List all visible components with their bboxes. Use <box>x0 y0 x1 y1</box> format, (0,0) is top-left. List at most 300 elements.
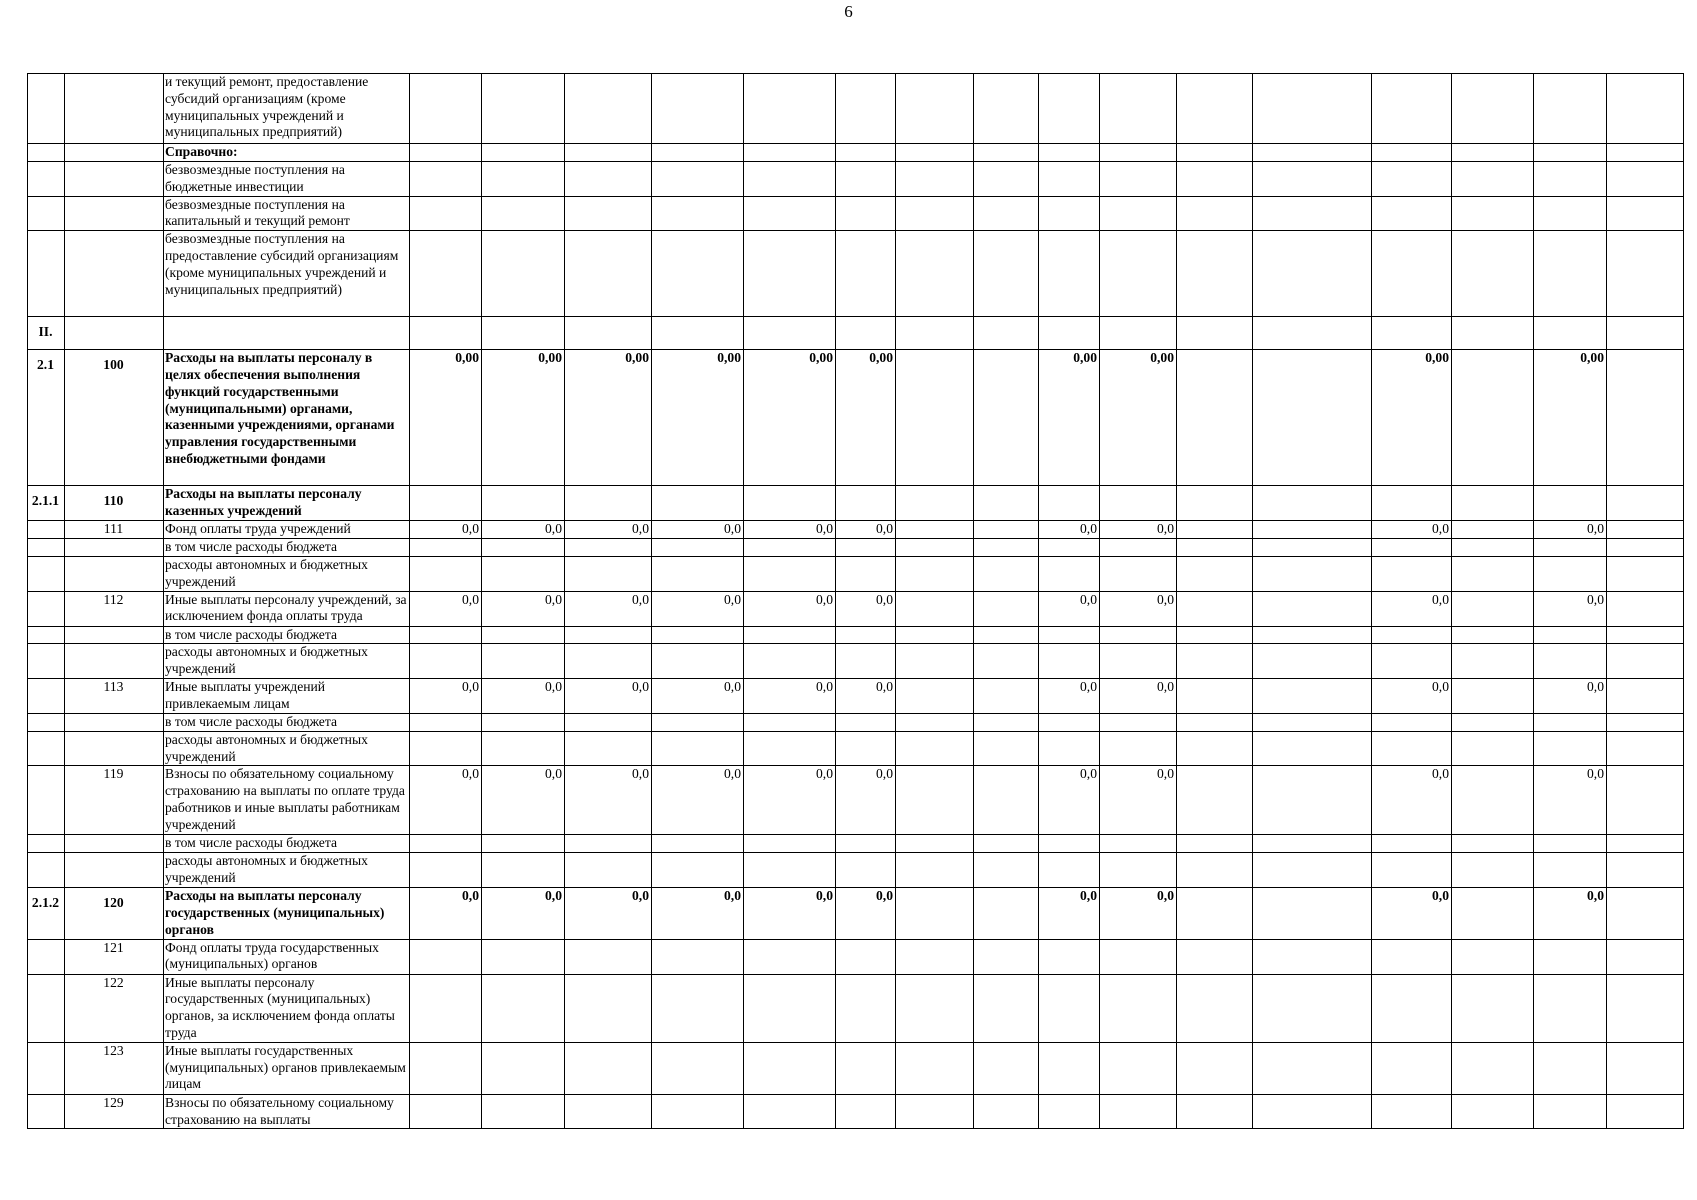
value-cell <box>1452 317 1534 350</box>
expense-name-cell: Расходы на выплаты персоналу в целях обеспечения выполнения функций государственными (муниципальными) органами, казенными учреждениями, органами управления государственными внебюджетными фондами <box>164 350 410 486</box>
value-cell <box>974 350 1039 486</box>
table-row <box>28 939 1684 974</box>
value-cell <box>1253 939 1372 974</box>
value-cell <box>836 626 896 644</box>
value-cell <box>410 626 482 644</box>
value-cell <box>1372 1094 1452 1129</box>
value-cell <box>1177 486 1253 521</box>
value-cell <box>1100 556 1177 591</box>
value-cell: 0,0 <box>1100 766 1177 835</box>
value-cell <box>1372 556 1452 591</box>
value-cell <box>1452 626 1534 644</box>
value-cell <box>1452 939 1534 974</box>
value-cell <box>1534 853 1607 888</box>
value-cell: 0,0 <box>744 521 836 539</box>
table-row <box>28 853 1684 888</box>
value-cell <box>1452 486 1534 521</box>
section-number <box>29 940 62 947</box>
value-cell <box>1039 1042 1100 1094</box>
value-cell <box>1177 939 1253 974</box>
expense-code-cell <box>65 939 164 974</box>
table-row <box>28 731 1684 766</box>
value-cell <box>1177 74 1253 144</box>
expense-name-cell: расходы автономных и бюджетных учреждений <box>164 731 410 766</box>
value-cell <box>974 626 1039 644</box>
value-cell <box>1039 731 1100 766</box>
value-cell <box>652 231 744 317</box>
value-cell: 0,0 <box>482 591 565 626</box>
value-cell <box>744 939 836 974</box>
value-cell <box>410 853 482 888</box>
value-cell <box>1607 196 1684 231</box>
value-cell <box>836 144 896 162</box>
value-cell <box>896 196 974 231</box>
value-cell <box>896 626 974 644</box>
value-cell <box>565 162 652 197</box>
value-cell <box>896 678 974 713</box>
value-cell <box>744 74 836 144</box>
value-cell <box>836 74 896 144</box>
value-cell <box>652 626 744 644</box>
value-cell <box>410 713 482 731</box>
table-row <box>28 486 1684 521</box>
value-cell <box>565 731 652 766</box>
value-cell <box>482 974 565 1042</box>
value-cell <box>482 644 565 679</box>
value-cell <box>1534 1042 1607 1094</box>
expense-name-cell: в том числе расходы бюджета <box>164 539 410 557</box>
value-cell: 0,0 <box>565 888 652 939</box>
value-cell <box>1607 521 1684 539</box>
value-cell <box>896 853 974 888</box>
value-cell <box>1607 644 1684 679</box>
table-row <box>28 888 1684 939</box>
section-number <box>29 1043 62 1050</box>
value-cell <box>482 486 565 521</box>
value-cell <box>1534 539 1607 557</box>
value-cell <box>652 713 744 731</box>
value-cell <box>1607 626 1684 644</box>
value-cell <box>744 626 836 644</box>
expense-code: 123 <box>103 1042 124 1058</box>
value-cell <box>1452 144 1534 162</box>
value-cell: 0,0 <box>482 888 565 939</box>
value-cell <box>1177 521 1253 539</box>
section-number <box>29 74 62 81</box>
section-number <box>29 231 62 238</box>
value-cell <box>1607 591 1684 626</box>
table-row <box>28 196 1684 231</box>
value-cell: 0,0 <box>1372 888 1452 939</box>
expense-code-cell <box>65 486 164 521</box>
value-cell <box>1039 1094 1100 1129</box>
value-cell <box>1534 644 1607 679</box>
value-cell <box>974 539 1039 557</box>
expense-code-cell <box>65 626 164 644</box>
value-cell <box>836 231 896 317</box>
table-row <box>28 835 1684 853</box>
value-cell <box>1253 317 1372 350</box>
value-cell <box>1607 539 1684 557</box>
expense-name-cell: Фонд оплаты труда государственных (муниципальных) органов <box>164 939 410 974</box>
value-cell <box>482 317 565 350</box>
value-cell <box>1100 231 1177 317</box>
value-cell <box>1534 939 1607 974</box>
value-cell <box>836 974 896 1042</box>
value-cell: 0,0 <box>482 678 565 713</box>
value-cell <box>1452 591 1534 626</box>
value-cell <box>1452 521 1534 539</box>
expense-code-cell <box>65 835 164 853</box>
expense-code-cell <box>65 162 164 197</box>
section-number: II. <box>38 324 53 340</box>
expense-name-cell: Взносы по обязательному социальному страхованию на выплаты <box>164 1094 410 1129</box>
value-cell <box>1039 231 1100 317</box>
section-number <box>29 144 62 151</box>
section-number: 2.1.1 <box>31 493 60 509</box>
value-cell: 0,0 <box>410 888 482 939</box>
value-cell <box>1452 539 1534 557</box>
value-cell <box>1100 835 1177 853</box>
expense-code: 129 <box>103 1094 124 1110</box>
value-cell <box>410 317 482 350</box>
expense-code-cell <box>65 231 164 317</box>
section-number-cell <box>28 231 65 317</box>
value-cell <box>1100 974 1177 1042</box>
value-cell <box>482 853 565 888</box>
value-cell <box>1177 556 1253 591</box>
expense-name-cell: расходы автономных и бюджетных учреждений <box>164 556 410 591</box>
expense-code: 122 <box>103 974 124 990</box>
value-cell <box>1607 1042 1684 1094</box>
value-cell <box>410 144 482 162</box>
value-cell: 0,0 <box>744 888 836 939</box>
section-number-cell <box>28 539 65 557</box>
value-cell: 0,0 <box>836 521 896 539</box>
section-number <box>29 592 62 599</box>
value-cell <box>1100 644 1177 679</box>
section-number-cell <box>28 853 65 888</box>
value-cell <box>744 556 836 591</box>
section-number-cell <box>28 521 65 539</box>
value-cell <box>652 835 744 853</box>
value-cell <box>565 974 652 1042</box>
value-cell <box>482 626 565 644</box>
value-cell <box>1100 196 1177 231</box>
value-cell <box>1452 1042 1534 1094</box>
value-cell <box>1100 713 1177 731</box>
value-cell <box>565 835 652 853</box>
expense-code-cell <box>65 539 164 557</box>
value-cell <box>744 713 836 731</box>
value-cell: 0,00 <box>1534 350 1607 486</box>
value-cell <box>1100 731 1177 766</box>
value-cell <box>1177 350 1253 486</box>
value-cell <box>1534 713 1607 731</box>
expense-code: 121 <box>103 939 124 955</box>
value-cell <box>1452 74 1534 144</box>
value-cell <box>896 317 974 350</box>
section-number <box>29 521 62 528</box>
value-cell <box>1039 196 1100 231</box>
value-cell <box>565 1094 652 1129</box>
value-cell <box>1607 678 1684 713</box>
section-number-cell <box>28 556 65 591</box>
expense-code: 120 <box>103 895 124 911</box>
value-cell <box>1607 853 1684 888</box>
value-cell <box>1177 853 1253 888</box>
value-cell <box>565 1042 652 1094</box>
value-cell <box>1253 644 1372 679</box>
table-row <box>28 678 1684 713</box>
value-cell <box>1253 539 1372 557</box>
expense-code: 100 <box>103 357 124 373</box>
value-cell <box>974 317 1039 350</box>
expense-code-cell <box>65 888 164 939</box>
section-number-cell <box>28 486 65 521</box>
value-cell <box>836 713 896 731</box>
value-cell: 0,0 <box>744 591 836 626</box>
expense-name-cell: безвозмездные поступления на капитальный и текущий ремонт <box>164 196 410 231</box>
value-cell <box>1534 317 1607 350</box>
value-cell <box>974 486 1039 521</box>
expense-name-cell: Расходы на выплаты персоналу казенных учреждений <box>164 486 410 521</box>
value-cell <box>1100 317 1177 350</box>
value-cell: 0,00 <box>1039 350 1100 486</box>
expense-code: 112 <box>103 591 124 607</box>
value-cell <box>652 144 744 162</box>
value-cell: 0,0 <box>652 521 744 539</box>
value-cell: 0,0 <box>1534 678 1607 713</box>
value-cell <box>974 853 1039 888</box>
value-cell <box>1253 521 1372 539</box>
value-cell <box>896 486 974 521</box>
value-cell: 0,0 <box>565 678 652 713</box>
value-cell <box>410 74 482 144</box>
value-cell <box>1177 644 1253 679</box>
value-cell <box>1372 713 1452 731</box>
expense-code: 119 <box>103 766 124 782</box>
value-cell: 0,0 <box>1039 888 1100 939</box>
value-cell <box>1177 713 1253 731</box>
value-cell <box>1100 1094 1177 1129</box>
value-cell: 0,0 <box>836 766 896 835</box>
value-cell <box>1039 486 1100 521</box>
section-number-cell <box>28 888 65 939</box>
value-cell <box>565 713 652 731</box>
value-cell <box>1177 678 1253 713</box>
value-cell <box>836 1094 896 1129</box>
value-cell <box>1100 626 1177 644</box>
value-cell <box>1039 853 1100 888</box>
value-cell <box>1253 974 1372 1042</box>
value-cell <box>744 1042 836 1094</box>
value-cell <box>896 521 974 539</box>
value-cell <box>744 196 836 231</box>
value-cell: 0,0 <box>1534 521 1607 539</box>
value-cell <box>410 1042 482 1094</box>
section-number <box>29 1095 62 1102</box>
value-cell <box>974 1042 1039 1094</box>
value-cell <box>1372 644 1452 679</box>
value-cell: 0,0 <box>482 521 565 539</box>
value-cell <box>1177 317 1253 350</box>
value-cell <box>1039 626 1100 644</box>
value-cell <box>836 539 896 557</box>
value-cell <box>1177 231 1253 317</box>
value-cell <box>1177 974 1253 1042</box>
value-cell <box>482 144 565 162</box>
table-row <box>28 644 1684 679</box>
value-cell <box>565 486 652 521</box>
value-cell <box>744 1094 836 1129</box>
expense-code-cell <box>65 144 164 162</box>
section-number <box>29 162 62 169</box>
expense-name-cell: Взносы по обязательному социальному страхованию на выплаты по оплате труда работников и иные выплаты работникам учреждений <box>164 766 410 835</box>
value-cell: 0,0 <box>410 521 482 539</box>
value-cell <box>744 731 836 766</box>
value-cell <box>1253 591 1372 626</box>
value-cell <box>974 231 1039 317</box>
value-cell <box>1177 835 1253 853</box>
section-number-cell <box>28 144 65 162</box>
value-cell: 0,0 <box>1534 766 1607 835</box>
value-cell <box>974 521 1039 539</box>
value-cell <box>1534 74 1607 144</box>
value-cell <box>482 196 565 231</box>
section-number <box>29 627 62 634</box>
value-cell <box>1039 74 1100 144</box>
value-cell <box>652 74 744 144</box>
value-cell <box>1534 231 1607 317</box>
section-number <box>29 835 62 842</box>
value-cell: 0,0 <box>652 888 744 939</box>
value-cell <box>836 853 896 888</box>
value-cell <box>1372 939 1452 974</box>
value-cell <box>565 939 652 974</box>
table-row <box>28 521 1684 539</box>
value-cell <box>974 162 1039 197</box>
value-cell <box>410 835 482 853</box>
value-cell <box>1452 853 1534 888</box>
value-cell <box>1253 556 1372 591</box>
table-row <box>28 539 1684 557</box>
section-number: 2.1.2 <box>31 895 60 911</box>
value-cell <box>1534 486 1607 521</box>
value-cell <box>1607 144 1684 162</box>
expense-code-cell <box>65 678 164 713</box>
value-cell: 0,00 <box>836 350 896 486</box>
value-cell <box>1253 74 1372 144</box>
value-cell <box>836 939 896 974</box>
section-number-cell <box>28 678 65 713</box>
value-cell <box>1452 731 1534 766</box>
value-cell <box>1372 539 1452 557</box>
value-cell <box>652 196 744 231</box>
value-cell <box>1253 1042 1372 1094</box>
value-cell <box>1607 74 1684 144</box>
value-cell <box>1100 853 1177 888</box>
value-cell <box>1607 974 1684 1042</box>
value-cell <box>482 713 565 731</box>
section-number-cell <box>28 644 65 679</box>
value-cell <box>1177 731 1253 766</box>
expense-code: 113 <box>103 678 124 694</box>
value-cell: 0,0 <box>565 521 652 539</box>
value-cell <box>1372 486 1452 521</box>
section-number-cell <box>28 835 65 853</box>
expense-code-cell <box>65 1042 164 1094</box>
value-cell <box>1452 974 1534 1042</box>
value-cell <box>1372 974 1452 1042</box>
table-row <box>28 74 1684 144</box>
value-cell <box>974 144 1039 162</box>
value-cell <box>974 888 1039 939</box>
value-cell <box>1039 644 1100 679</box>
value-cell <box>974 974 1039 1042</box>
value-cell <box>1253 144 1372 162</box>
value-cell: 0,0 <box>1039 678 1100 713</box>
value-cell <box>565 196 652 231</box>
expense-code-cell <box>65 713 164 731</box>
expense-code-cell <box>65 350 164 486</box>
value-cell: 0,00 <box>652 350 744 486</box>
expense-name-cell: Фонд оплаты труда учреждений <box>164 521 410 539</box>
expense-name-cell: Расходы на выплаты персоналу государственных (муниципальных) органов <box>164 888 410 939</box>
value-cell <box>1039 162 1100 197</box>
value-cell <box>974 74 1039 144</box>
value-cell <box>1177 539 1253 557</box>
table-row <box>28 317 1684 350</box>
section-number <box>29 766 62 773</box>
value-cell: 0,0 <box>1100 888 1177 939</box>
value-cell <box>896 556 974 591</box>
value-cell <box>836 317 896 350</box>
value-cell <box>1039 939 1100 974</box>
value-cell <box>1372 74 1452 144</box>
value-cell <box>974 196 1039 231</box>
value-cell <box>1100 939 1177 974</box>
value-cell <box>1253 888 1372 939</box>
value-cell: 0,0 <box>836 591 896 626</box>
value-cell <box>836 835 896 853</box>
value-cell <box>896 1042 974 1094</box>
value-cell: 0,0 <box>410 678 482 713</box>
value-cell <box>896 835 974 853</box>
value-cell: 0,0 <box>652 678 744 713</box>
value-cell <box>565 539 652 557</box>
value-cell <box>896 974 974 1042</box>
expense-name-cell: расходы автономных и бюджетных учреждений <box>164 644 410 679</box>
value-cell <box>1607 317 1684 350</box>
table-body <box>28 74 1684 1129</box>
value-cell: 0,0 <box>1534 591 1607 626</box>
value-cell: 0,0 <box>565 591 652 626</box>
expense-code-cell <box>65 196 164 231</box>
value-cell <box>482 1094 565 1129</box>
value-cell <box>410 731 482 766</box>
value-cell <box>1452 713 1534 731</box>
value-cell <box>1253 196 1372 231</box>
value-cell <box>1607 162 1684 197</box>
value-cell <box>1452 350 1534 486</box>
value-cell <box>410 644 482 679</box>
value-cell <box>896 766 974 835</box>
section-number-cell <box>28 317 65 350</box>
expense-code-cell <box>65 556 164 591</box>
section-number <box>29 853 62 860</box>
value-cell <box>1177 1094 1253 1129</box>
